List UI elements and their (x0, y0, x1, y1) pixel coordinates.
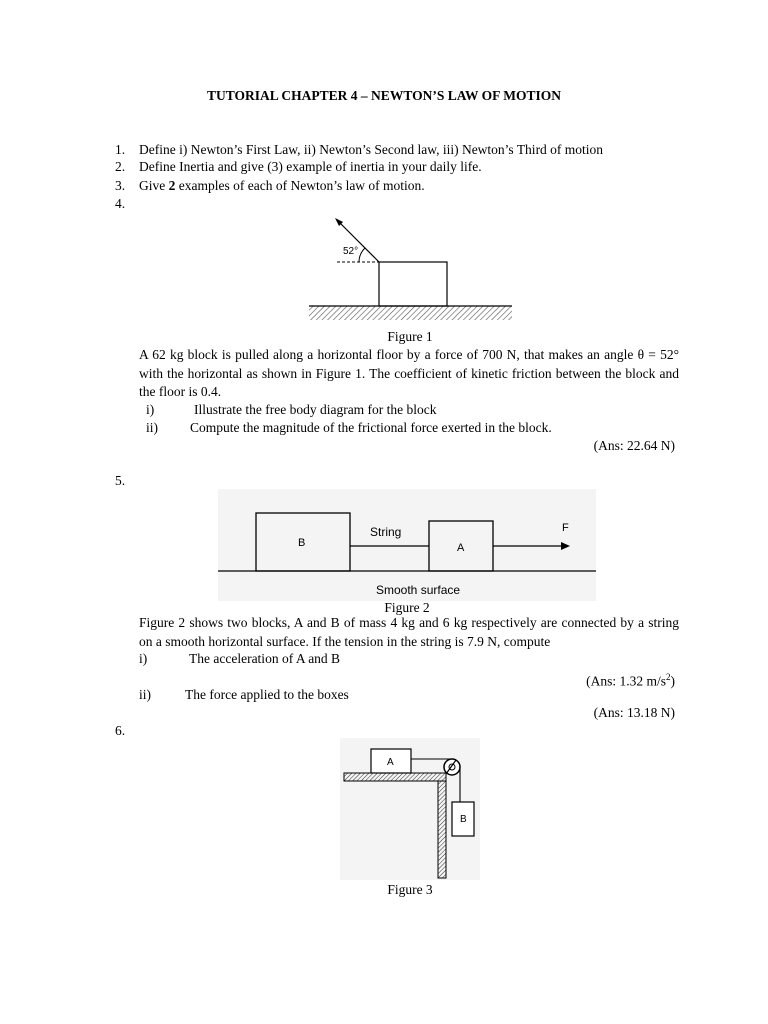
label-f: F (562, 522, 569, 534)
angle-arc (359, 248, 365, 262)
q2-text: Define Inertia and give (3) example of inertia in your daily life. (139, 159, 482, 174)
q5-number: 5. (115, 473, 126, 488)
q4-number: 4. (115, 196, 126, 211)
figure-1-caption: Figure 1 (387, 329, 433, 344)
q5-ii-text: The force applied to the boxes (185, 687, 349, 702)
q4-i-label: i) (146, 402, 155, 417)
figure-3-caption: Figure 3 (387, 882, 433, 897)
label-b: B (298, 537, 306, 549)
label-a: A (387, 757, 394, 768)
q5-i-text: The acceleration of A and B (189, 651, 341, 666)
table-side (438, 781, 446, 878)
q5-answer-1: (Ans: 1.32 $m/s^2$) (586, 672, 675, 689)
q5-text: Figure 2 shows two blocks, A and B of mass 4 kg and 6 kg respectively are connected by a string on a smooth horizontal surface. If the tension in the string is 7.9 N, compute (139, 615, 679, 649)
figure-2-diagram (218, 489, 596, 601)
q1-number: 1. (115, 142, 126, 157)
figure-3-diagram (340, 738, 480, 880)
label-smooth-surface: Smooth surface (376, 583, 461, 597)
label-a: A (457, 542, 465, 554)
label-string: String (370, 525, 402, 539)
q3-text: Give 2 examples of each of Newton’s law of motion. (139, 178, 425, 193)
q4-ii-text: Compute the magnitude of the frictional force exerted in the block. (190, 420, 552, 435)
page-title: TUTORIAL CHAPTER 4 – NEWTON’S LAW OF MOTION (207, 88, 561, 103)
q4-i-text: Illustrate the free body diagram for the block (194, 402, 437, 417)
block (379, 262, 447, 306)
q2-number: 2. (115, 159, 126, 174)
q4-answer: (Ans: 22.64 N) (593, 438, 675, 453)
q5-answer-2: (Ans: 13.18 N) (593, 705, 675, 720)
figure-1-diagram (307, 210, 517, 328)
table-top (344, 773, 446, 781)
figure-2-caption: Figure 2 (384, 600, 430, 615)
q4-text: A 62 kg block is pulled along a horizontal floor by a force of 700 N, that makes an angle θ = 52° with the horizontal as shown in Figure 1. The coefficient of kinetic friction between the block and the floor is 0.4. (139, 347, 679, 399)
floor-hatch (309, 306, 512, 320)
q3-number: 3. (115, 178, 126, 193)
q5-i-label: i) (139, 651, 148, 666)
angle-label: 52° (343, 246, 359, 257)
q6-number: 6. (115, 723, 126, 738)
q5-ii-label: ii) (139, 687, 151, 702)
q1-text: Define i) Newton’s First Law, ii) Newton’s Second law, iii) Newton’s Third of motion (139, 142, 604, 157)
q4-ii-label: ii) (146, 420, 158, 435)
label-b: B (460, 814, 467, 825)
